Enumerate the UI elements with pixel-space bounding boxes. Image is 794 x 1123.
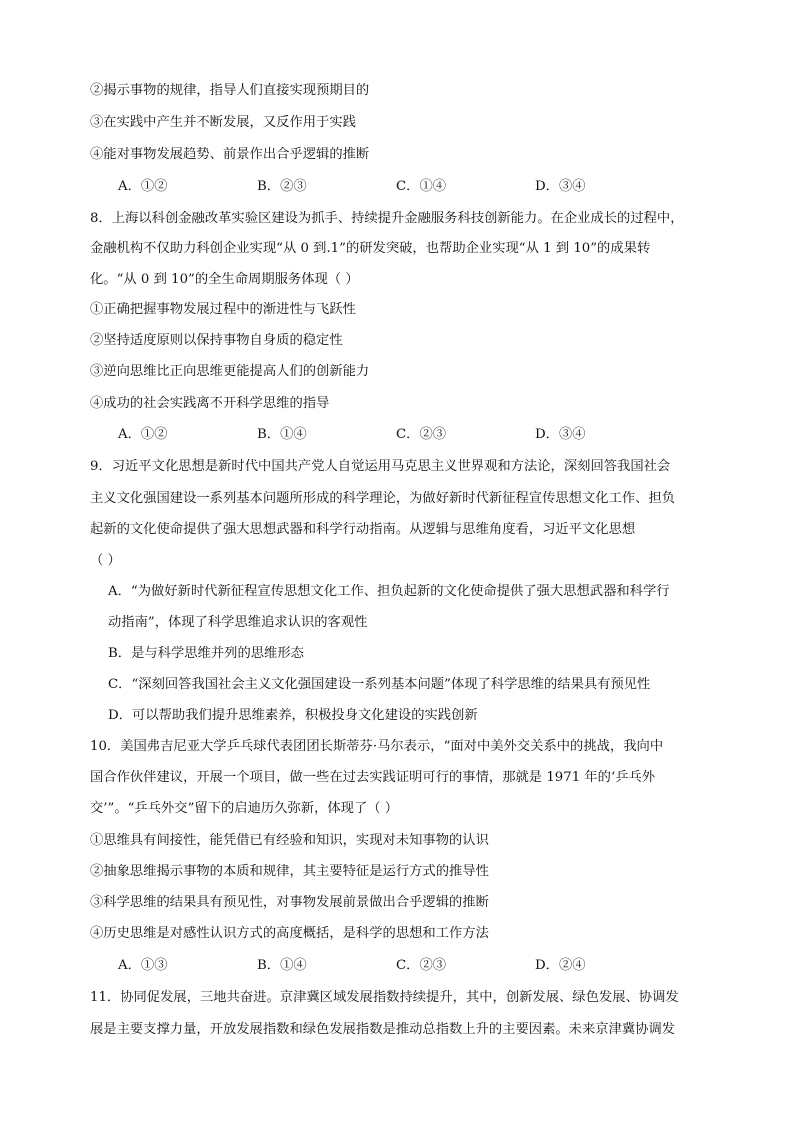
q10-option-d: D．②④ — [535, 958, 586, 973]
q7-option-a: A．①② — [118, 179, 168, 194]
q9-stem-line-1: 9．习近平文化思想是新时代中国共产党人自觉运用马克思主义世界观和方法论，深刻回答我国社会 — [90, 459, 671, 474]
q8-option-b: B．①④ — [257, 427, 307, 442]
q9-choice-a: A．“为做好新时代新征程宣传思想文化工作、担负起新的文化使命提供了强大思想武器和科学行 — [108, 584, 670, 599]
q8-item-1: ①正确把握事物发展过程中的渐进性与飞跃性 — [90, 302, 356, 317]
q7-item-2: ②揭示事物的规律，指导人们直接实现预期目的 — [90, 83, 370, 98]
q10-stem-line-2: 国合作伙伴建议，开展一个项目，做一些在过去实践证明可行的事情，那就是 1971 年的‘乒乓外 — [90, 770, 656, 785]
q10-option-a: A．①③ — [118, 958, 168, 973]
q8-option-d: D．③④ — [535, 427, 586, 442]
q8-item-4: ④成功的社会实践离不开科学思维的指导 — [90, 396, 330, 411]
q10-option-c: C．②③ — [396, 958, 447, 973]
q9-choice-a-cont: 动指南”，体现了科学思维追求认识的客观性 — [108, 615, 368, 630]
q7-option-b: B．②③ — [257, 179, 307, 194]
q10-stem-line-1: 10．美国弗吉尼亚大学乒乓球代表团团长斯蒂芬·马尔表示，“面对中美外交关系中的挑战，我向中 — [90, 739, 664, 754]
q10-item-3: ③科学思维的结果具有预见性，对事物发展前景做出合乎逻辑的推断 — [90, 895, 489, 910]
q8-option-c: C．②③ — [396, 427, 447, 442]
q10-item-4: ④历史思维是对感性认识方式的高度概括，是科学的思想和工作方法 — [90, 926, 489, 941]
q7-item-3: ③在实践中产生并不断发展，又反作用于实践 — [90, 115, 356, 130]
q8-item-2: ②坚持适度原则以保持事物自身质的稳定性 — [90, 333, 343, 348]
q10-item-2: ②抽象思维揭示事物的本质和规律，其主要特征是运行方式的推导性 — [90, 864, 489, 879]
q8-stem-line-3: 化。“从 0 到 10”的全生命周期服务体现（ ） — [90, 272, 359, 287]
q7-option-c: C．①④ — [396, 179, 447, 194]
q9-choice-c: C．“深刻回答我国社会主义文化强国建设一系列基本问题”体现了科学思维的结果具有预见性 — [108, 677, 651, 692]
q11-stem-line-1: 11．协同促发展，三地共奋进。京津冀区域发展指数持续提升，其中，创新发展、绿色发展、协调发 — [90, 990, 679, 1005]
q9-answer-blank: （ ） — [90, 553, 121, 568]
q10-option-b: B．①④ — [257, 958, 307, 973]
q8-option-a: A．①② — [118, 427, 168, 442]
q10-stem-line-3: 交’”。“乒乓外交”留下的启迪历久弥新，体现了（ ） — [90, 801, 399, 816]
q11-stem-line-2: 展是主要支撑力量，开放发展指数和绿色发展指数是推动总指数上升的主要因素。未来京津冀协调发 — [90, 1022, 676, 1037]
q10-item-1: ①思维具有间接性，能凭借已有经验和知识，实现对未知事物的认识 — [90, 833, 489, 848]
q8-stem-line-2: 金融机构不仅助力科创企业实现“从 0 到.1”的研发突破，也帮助企业实现“从 1 到 10”的成果转 — [90, 241, 651, 256]
q8-stem-line-1: 8．上海以科创金融改革实验区建设为抓手、持续提升金融服务科技创新能力。在企业成长的过程中， — [90, 211, 684, 226]
q8-item-3: ③逆向思维比正向思维更能提高人们的创新能力 — [90, 364, 370, 379]
q9-stem-line-3: 起新的文化使命提供了强大思想武器和科学行动指南。从逻辑与思维角度看，习近平文化思想 — [90, 522, 636, 537]
q9-choice-d: D．可以帮助我们提升思维素养，积极投身文化建设的实践创新 — [108, 708, 478, 723]
q9-stem-line-2: 主义文化强国建设一系列基本问题所形成的科学理论，为做好新时代新征程宣传思想文化工作、担负 — [90, 491, 676, 506]
q7-option-d: D．③④ — [535, 179, 586, 194]
q7-item-4: ④能对事物发展趋势、前景作出合乎逻辑的推断 — [90, 147, 370, 162]
q9-choice-b: B．是与科学思维并列的思维形态 — [108, 646, 304, 661]
